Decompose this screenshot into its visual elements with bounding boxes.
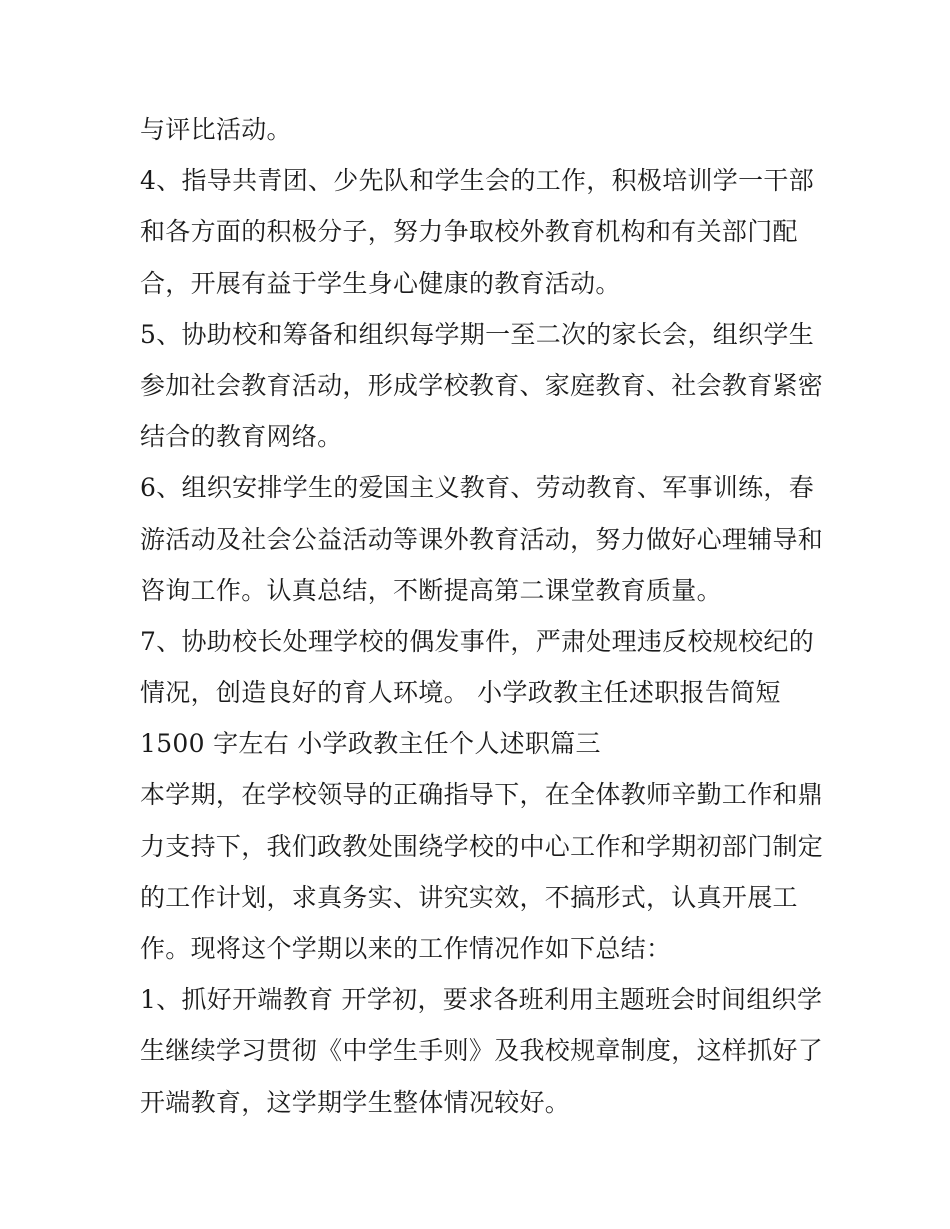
text-line: 游活动及社会公益活动等课外教育活动，努力做好心理辅导和 bbox=[140, 524, 824, 554]
document-body bbox=[140, 104, 824, 1128]
text-line: 7、协助校长处理学校的偶发事件，严肃处理违反校规校纪的 bbox=[140, 626, 815, 656]
text-line: 5、协助校和筹备和组织每学期一至二次的家长会，组织学生 bbox=[140, 319, 815, 349]
text-line: 和各方面的积极分子，努力争取校外教育机构和有关部门配 bbox=[140, 217, 798, 247]
text-line: 开端教育，这学期学生整体情况较好。 bbox=[140, 1087, 571, 1117]
text-line: 咨询工作。认真总结，不断提高第二课堂教育质量。 bbox=[140, 575, 722, 605]
text-line: 作。现将这个学期以来的工作情况作如下总结： bbox=[140, 934, 672, 963]
text-line: 情况，创造良好的育人环境。 小学政教主任述职报告简短 bbox=[140, 678, 781, 708]
text-line: 6、组织安排学生的爱国主义教育、劳动教育、军事训练，春 bbox=[140, 473, 815, 503]
text-line: 结合的教育网络。 bbox=[140, 422, 343, 452]
text-line: 1500 字左右 小学政教主任个人述职篇三 bbox=[140, 729, 601, 759]
text-line: 力支持下，我们政教处围绕学校的中心工作和学期初部门制定 bbox=[140, 831, 824, 861]
text-line: 与评比活动。 bbox=[140, 115, 292, 144]
text-line: 本学期，在学校领导的正确指导下，在全体教师辛勤工作和鼎 bbox=[140, 780, 824, 810]
text-line: 合，开展有益于学生身心健康的教育活动。 bbox=[140, 268, 621, 298]
text-line: 4、指导共青团、少先队和学生会的工作，积极培训学一干部 bbox=[140, 166, 815, 196]
text-line: 的工作计划，求真务实、讲究实效，不搞形式，认真开展工 bbox=[140, 882, 798, 912]
text-line: 参加社会教育活动，形成学校教育、家庭教育、社会教育紧密 bbox=[140, 370, 824, 400]
text-line: 生继续学习贯彻《中学生手则》及我校规章制度，这样抓好了 bbox=[140, 1036, 824, 1066]
text-line: 1、抓好开端教育 开学初，要求各班利用主题班会时间组织学 bbox=[140, 985, 823, 1015]
